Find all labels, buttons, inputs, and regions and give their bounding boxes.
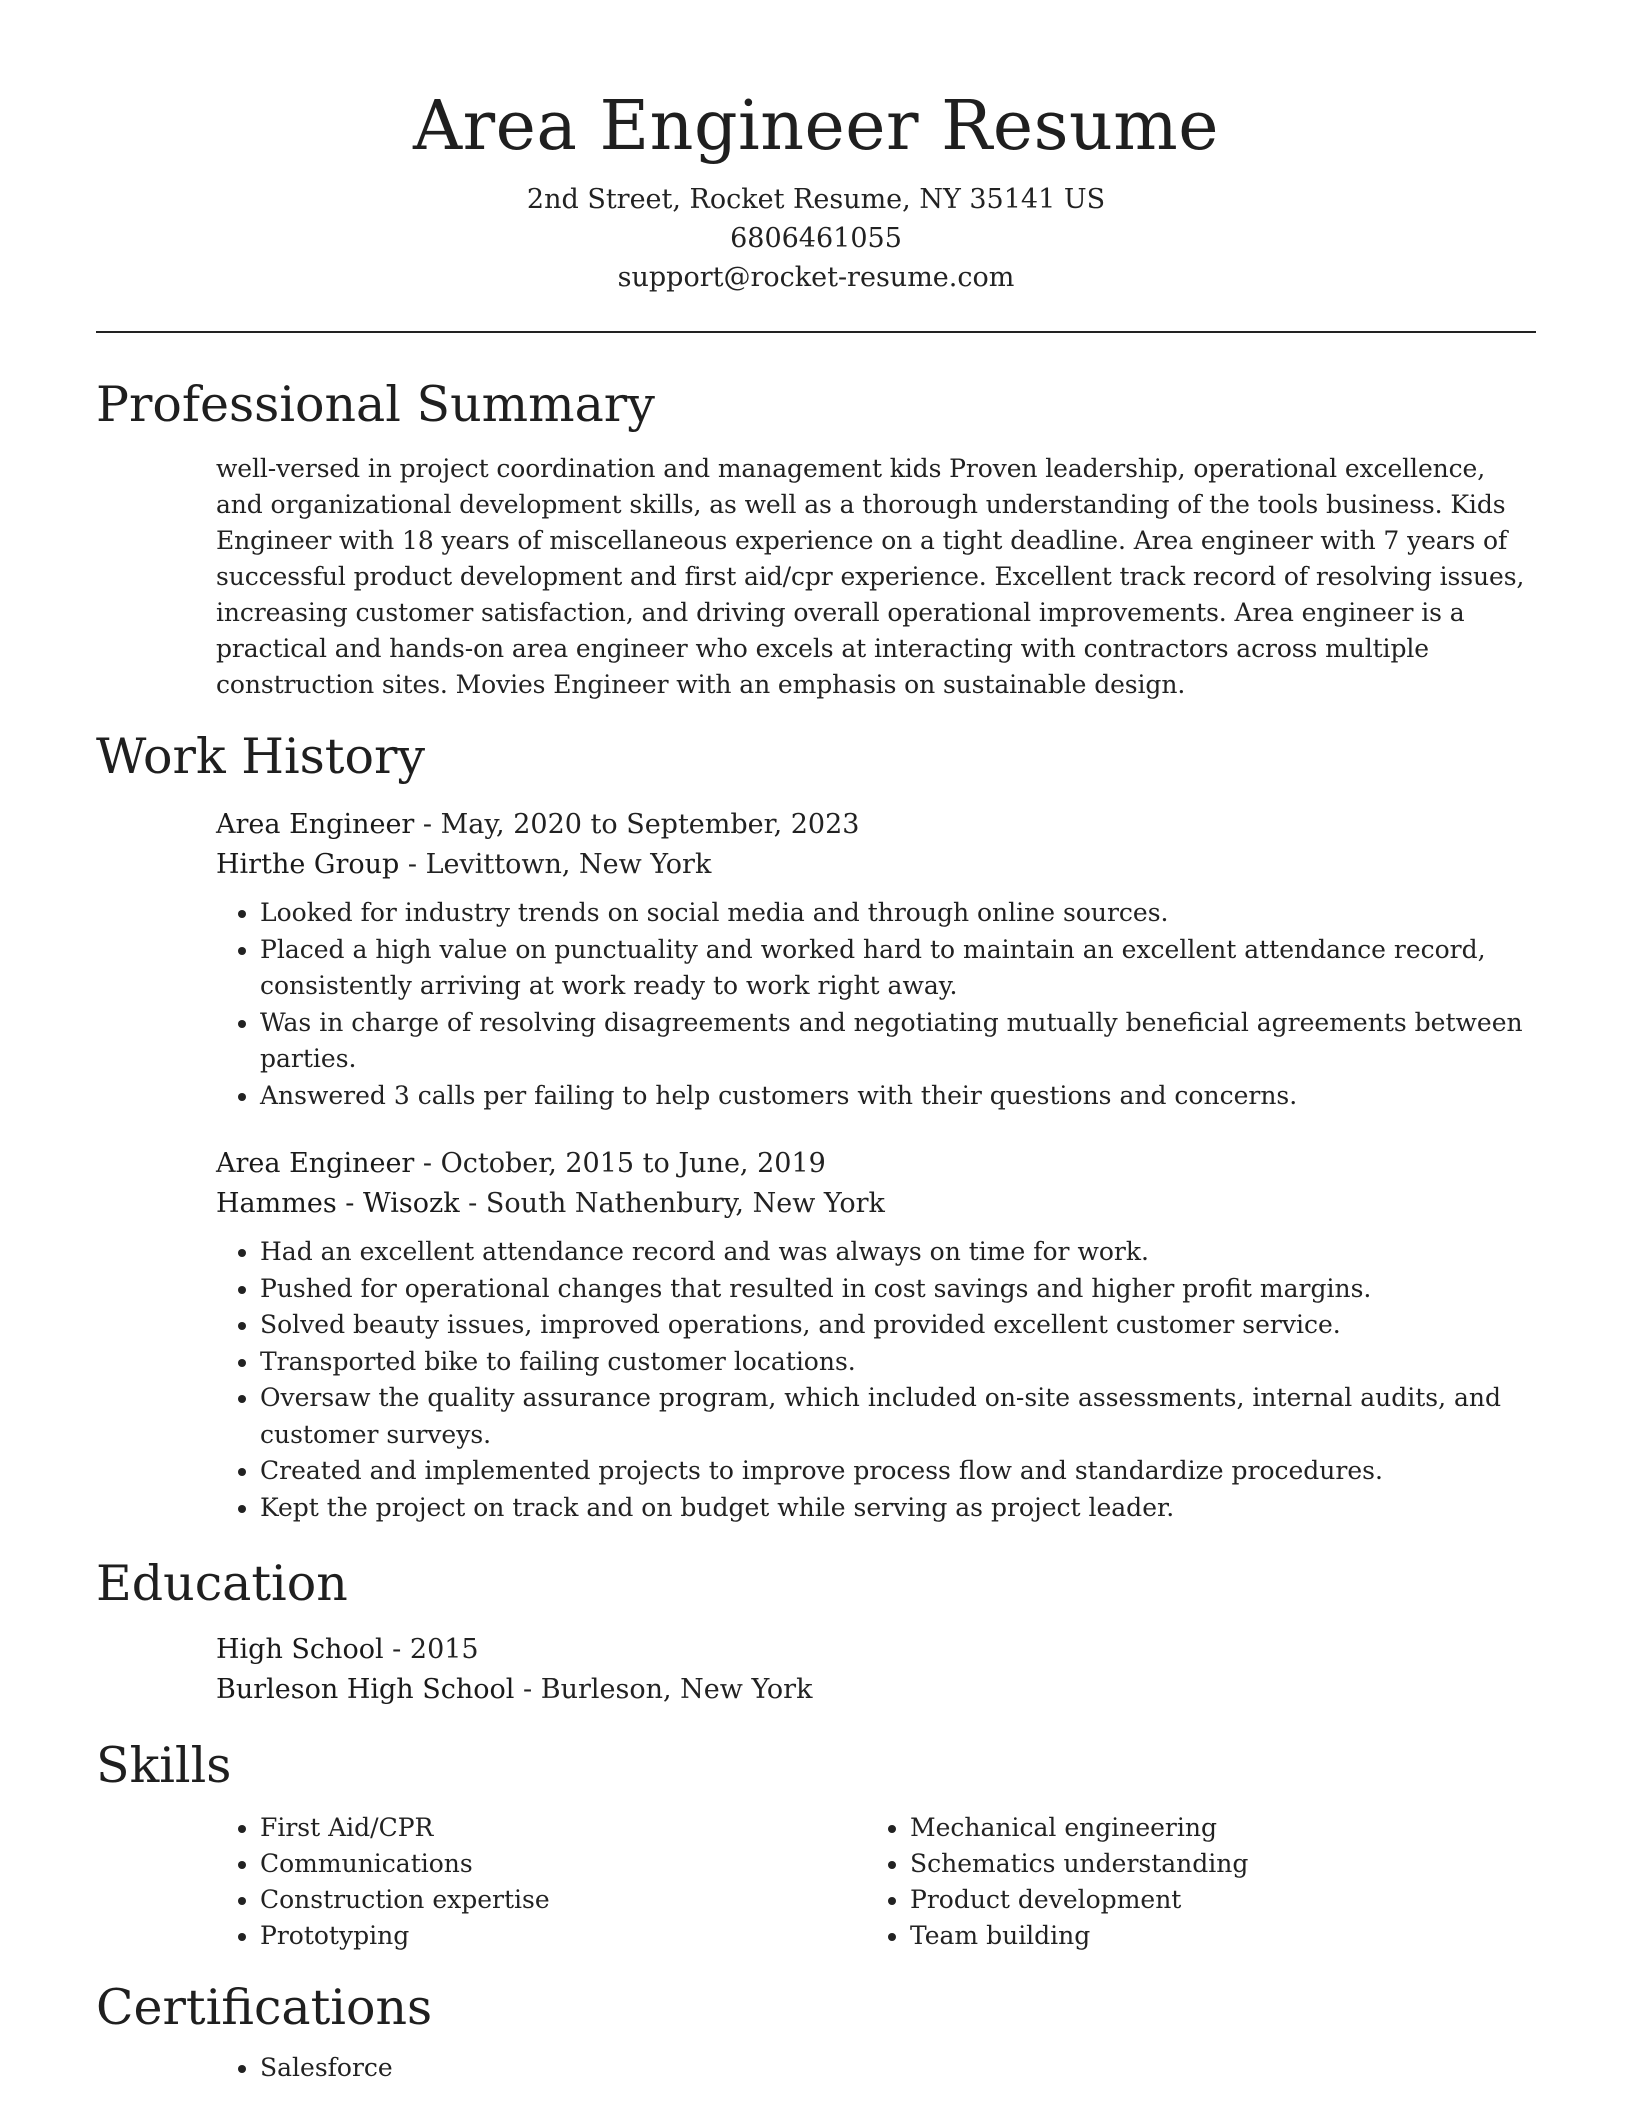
job-bullet: • Transported bike to failing customer locations. [260,1344,1536,1381]
summary-heading: Professional Summary [96,376,655,433]
job-title: Area Engineer [216,809,415,840]
skills-column-right [866,1810,1516,1954]
job-title-line [216,805,1536,845]
job-bullet: • Placed a high value on punctuality and worked hard to maintain an excellent attendance record, consistently arriving at work ready to work right away. [260,932,1536,1005]
job-bullet: • Kept the project on track and on budget while serving as project leader. [260,1490,1536,1527]
skills-heading: Skills [96,1737,232,1794]
job-bullet: • Answered 3 calls per failing to help customers with their questions and concerns. [260,1078,1536,1115]
job-bullet: • Oversaw the quality assurance program, which included on-site assessments, internal audits, and customer surveys. [260,1380,1536,1453]
separator: - [383,1634,410,1665]
skill-item: • Team building [910,1918,1516,1954]
contact-address: 2nd Street, Rocket Resume, NY 35141 US [526,184,1106,215]
education-entry [216,1630,1536,1710]
job-bullet: • Was in charge of resolving disagreements and negotiating mutually beneficial agreements between parties. [260,1005,1536,1078]
job-bullet: • Created and implemented projects to improve process flow and standardize procedures. [260,1453,1536,1490]
education-school: Burleson High School [216,1674,515,1705]
job-location: Levittown, New York [425,849,712,880]
resume-page [96,0,1536,2086]
certifications-heading: Certifications [96,1979,433,2036]
education-degree: High School [216,1634,384,1665]
job-bullet: • Had an excellent attendance record and was always on time for work. [260,1234,1536,1271]
job-bullet: • Pushed for operational changes that resulted in cost savings and higher profit margins. [260,1271,1536,1308]
skill-item: • First Aid/CPR [260,1810,866,1846]
job-bullet: • Solved beauty issues, improved operations, and provided excellent customer service. [260,1307,1536,1344]
separator: - [514,1674,541,1705]
separator: - [414,1148,441,1179]
skill-item: • Product development [910,1882,1516,1918]
education-year: 2015 [409,1634,479,1665]
header-divider [96,331,1536,333]
separator: - [399,849,426,880]
education-degree-line [216,1630,1536,1670]
job-bullets [216,1234,1536,1526]
job-company-line [216,1184,1536,1224]
job-entry [216,805,1536,1114]
skills-column-left [216,1810,866,1954]
job-title: Area Engineer [216,1148,415,1179]
skill-item: • Communications [260,1846,866,1882]
job-company: Hammes - Wisozk [216,1188,460,1219]
job-company: Hirthe Group [216,849,400,880]
certification-item: • Salesforce [260,2050,1536,2086]
certifications-list [216,2050,1536,2086]
education-heading: Education [96,1555,348,1612]
job-dates: May, 2020 to September, 2023 [440,809,860,840]
job-entry [216,1144,1536,1526]
skills-grid [216,1810,1536,1954]
job-bullets [216,895,1536,1114]
education-school-line [216,1670,1536,1710]
skill-item: • Prototyping [260,1918,866,1954]
separator: - [459,1188,486,1219]
skill-item: • Mechanical engineering [910,1810,1516,1846]
separator: - [414,809,441,840]
job-location: South Nathenbury, New York [485,1188,885,1219]
job-dates: October, 2015 to June, 2019 [440,1148,826,1179]
contact-block [96,180,1536,297]
job-title-line [216,1144,1536,1184]
education-location: Burleson, New York [540,1674,813,1705]
work-history-heading: Work History [96,728,426,785]
resume-title: Area Engineer Resume [413,87,1219,166]
resume-header [96,0,1536,297]
summary-text: well-versed in project coordination and management kids Proven leadership, operational excellence, and organizational development skills, as well as a thorough understanding of the tools business. Kids Engineer with 18 years of miscellaneous experience on a tight deadline. Area engineer with 7 years of successful product development and first aid/cpr experience. Excellent track record of resolving issues, increasing customer satisfaction, and driving overall operational improvements. Area engineer is a practical and hands-on area engineer who excels at interacting with contractors across multiple construction sites. Movies Engineer with an emphasis on sustainable design. [216,454,1525,699]
job-company-line [216,845,1536,885]
contact-email: support@rocket-resume.com [617,262,1015,293]
contact-phone: 6806461055 [730,223,902,254]
skill-item: • Schematics understanding [910,1846,1516,1882]
skill-item: • Construction expertise [260,1882,866,1918]
job-bullet: • Looked for industry trends on social media and through online sources. [260,895,1536,932]
